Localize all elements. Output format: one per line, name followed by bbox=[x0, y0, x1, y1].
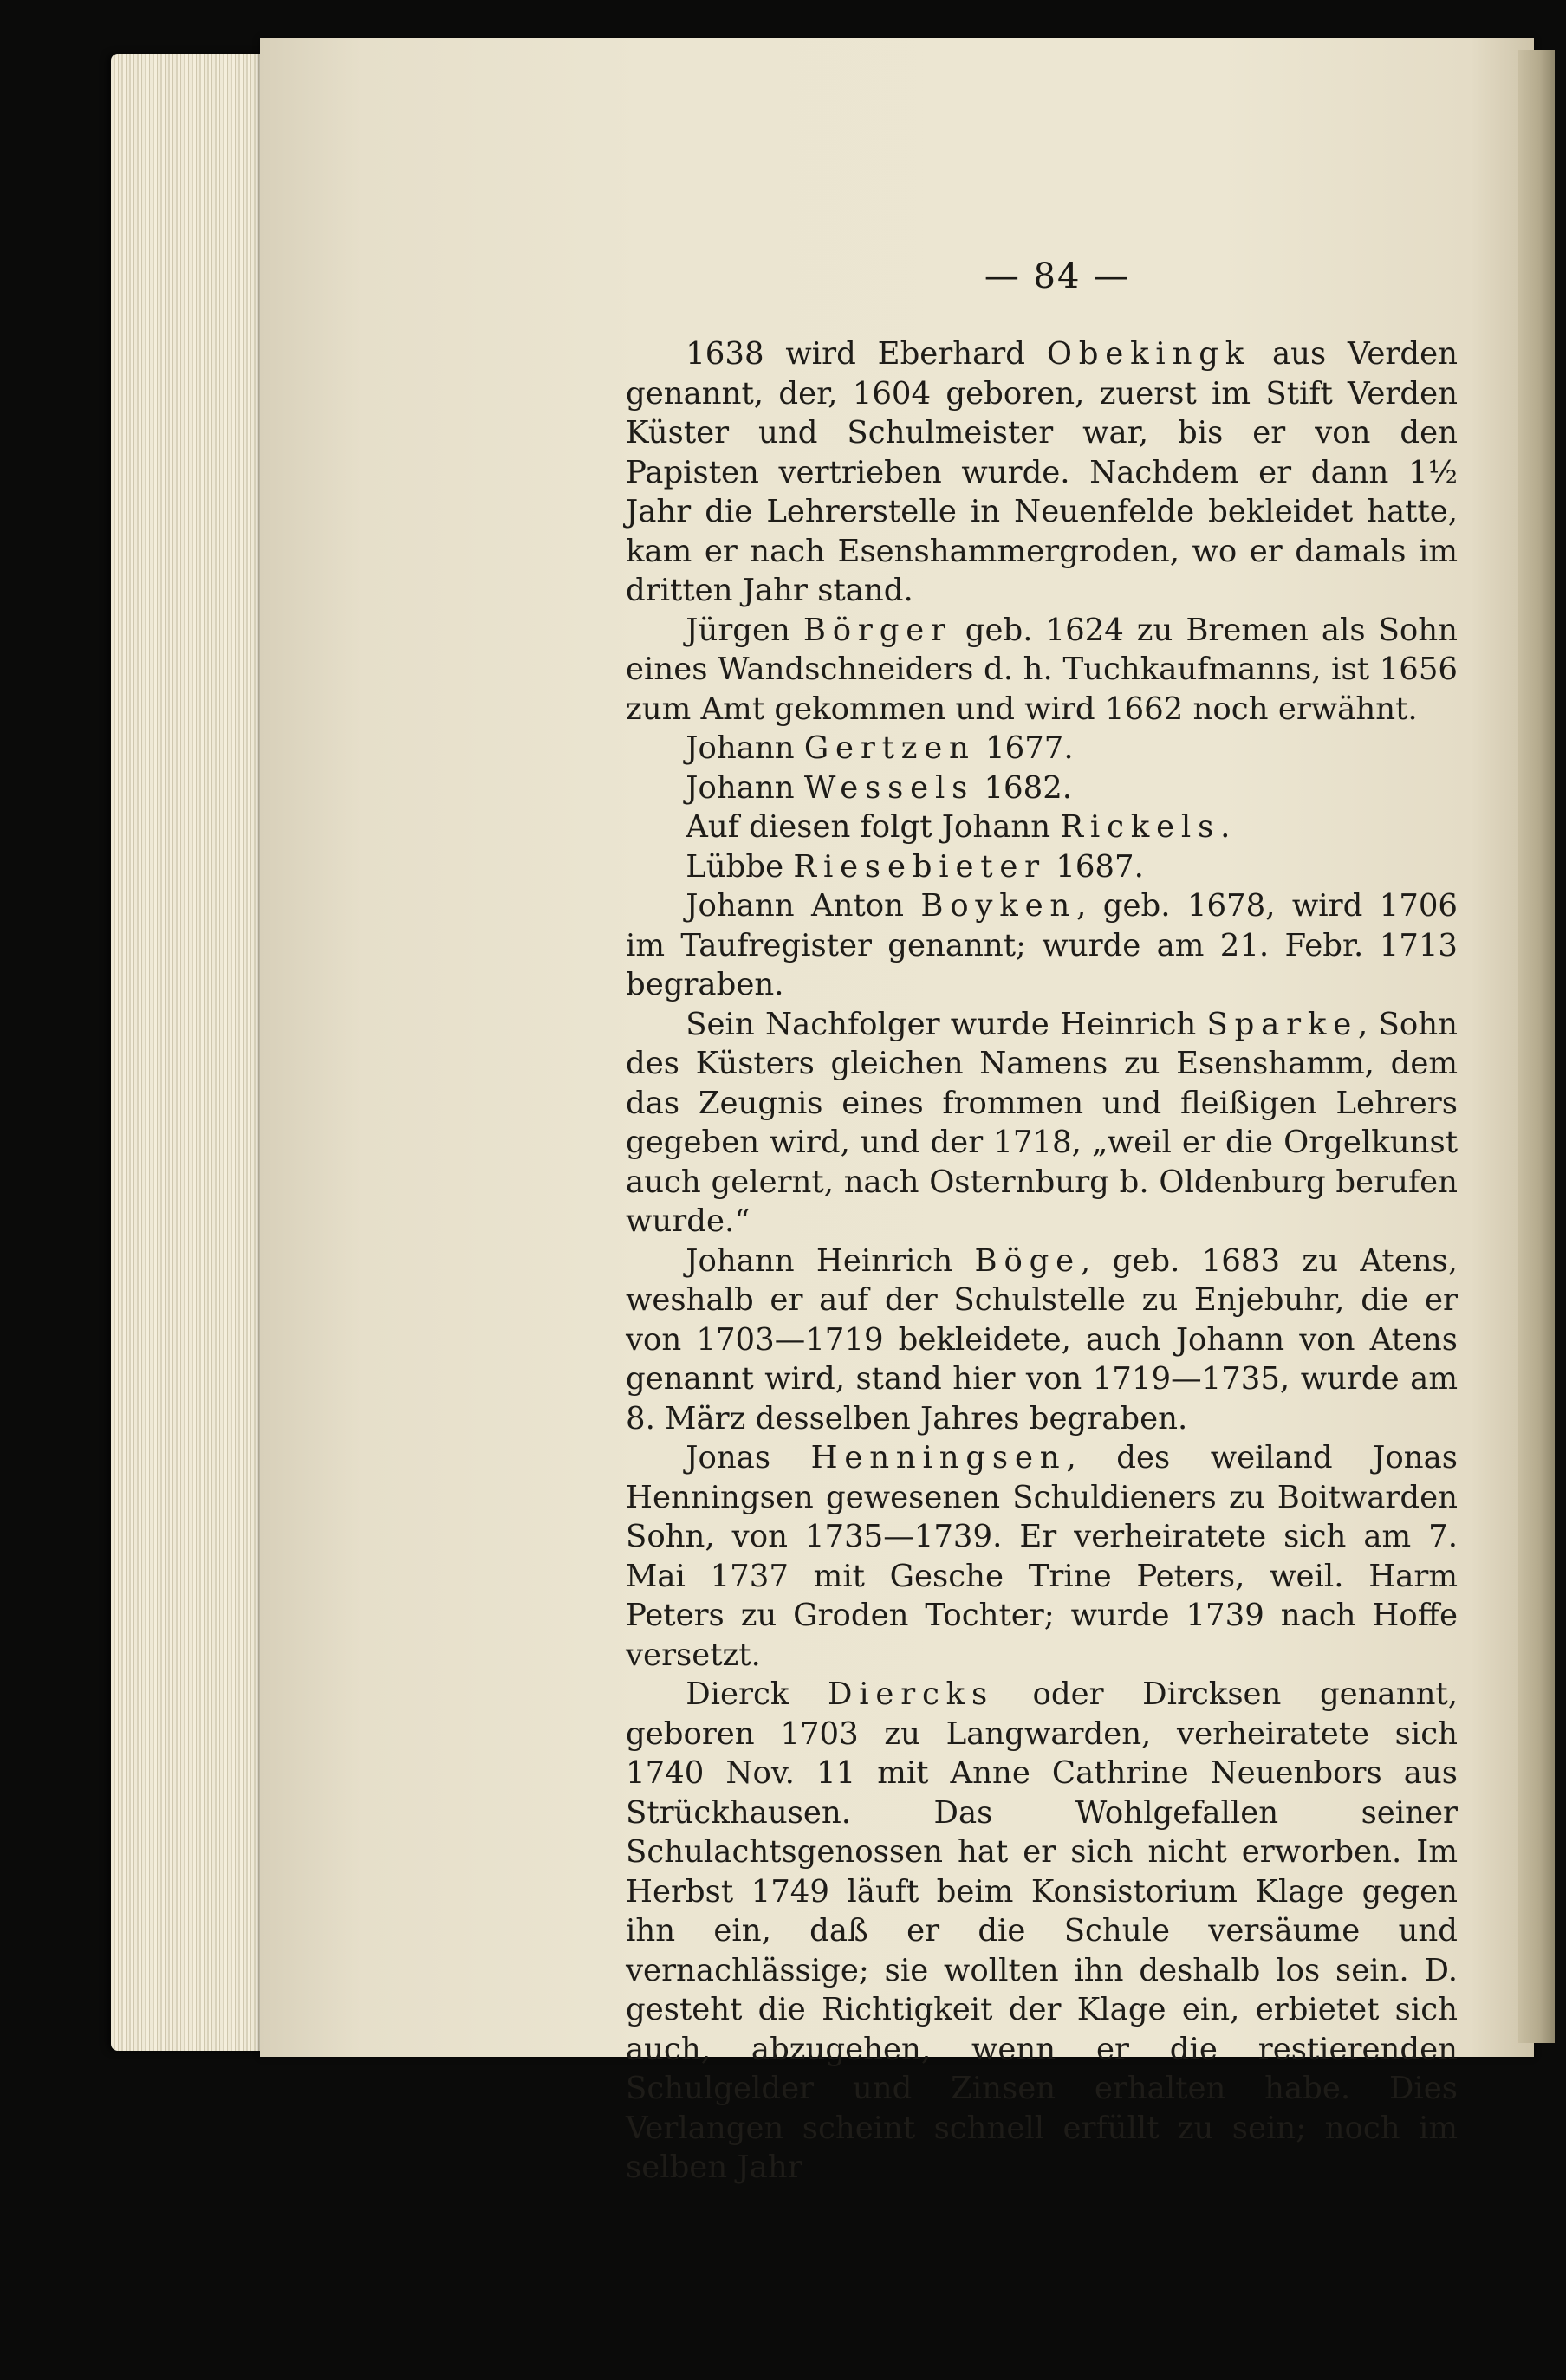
spaced-name: Obekingk bbox=[1046, 336, 1251, 372]
paragraph-gertzen: Johann Gertzen 1677. bbox=[686, 730, 1074, 766]
paragraph-obekingk: 1638 wird Eberhard Obekingk aus Verden genannt, der, 1604 geboren, zuerst im Stift Verden Küster und Schulmeister war, bis er von den Papisten vertrieben wurde. Nachdem er dann 1½ Jahr die Lehrerstelle in Neuenfelde bekleidet hatte, kam er nach Esenshammergroden, wo er damals im dritten Jahr stand. bbox=[626, 336, 1458, 608]
spaced-name: Boyken bbox=[920, 888, 1077, 924]
page-number: — 84 — bbox=[984, 256, 1131, 296]
page-edges bbox=[111, 54, 267, 2051]
spaced-name: Gertzen bbox=[803, 730, 976, 766]
paragraph-henningsen: Jonas Henningsen, des weiland Jonas Henningsen gewesenen Schuldieners zu Boitwarden Sohn, von 1735—1739. Er verheiratete sich am 7. Mai 1737 mit Gesche Trine Peters, weil. Harm Peters zu Groden Tochter; wurde 1739 nach Hoffe versetzt. bbox=[626, 1440, 1458, 1673]
paragraph-sparke: Sein Nachfolger wurde Heinrich Sparke, Sohn des Küsters gleichen Namens zu Esenshamm, dem das Zeugnis eines frommen und fleißigen Lehrers gegeben wird, und der 1718, „weil er die Orgelkunst auch gelernt, nach Osternburg b. Oldenburg berufen wurde.“ bbox=[626, 1006, 1458, 1239]
spaced-name: Wessels bbox=[803, 769, 975, 806]
text-body bbox=[626, 334, 1458, 2188]
spaced-name: Henningsen bbox=[810, 1440, 1067, 1475]
paragraph-rickels: Auf diesen folgt Johann Rickels. bbox=[686, 809, 1231, 845]
paragraph-boerger: Jürgen Börger geb. 1624 zu Bremen als Sohn eines Wandschneiders d. h. Tuchkaufmanns, ist 1656 zum Amt gekommen und wird 1662 noch erwähnt. bbox=[626, 612, 1458, 727]
spaced-name: Riesebieter bbox=[793, 848, 1046, 885]
spaced-name: Diercks bbox=[827, 1676, 995, 1712]
book-gutter bbox=[1518, 50, 1555, 2043]
paragraph-wessels: Johann Wessels 1682. bbox=[686, 769, 1073, 806]
spaced-name: Rickels bbox=[1060, 809, 1221, 845]
spaced-name: Börger bbox=[802, 612, 952, 648]
paragraph-diercks: Dierck Diercks oder Dircksen genannt, geboren 1703 zu Langwarden, verheiratete sich 1740 Nov. 11 mit Anne Cathrine Neuenbors aus Strückhausen. Das Wohlgefallen seiner Schulachtsgenossen hat er sich nicht erworben. Im Herbst 1749 läuft beim Konsistorium Klage gegen ihn ein, daß er die Schule versäume und vernachlässige; sie wollten ihn deshalb los sein. D. gesteht die Richtigkeit der Klage ein, erbietet sich auch, abzugehen, wenn er die restierenden Schulgelder und Zinsen erhalten habe. Dies Verlangen scheint schnell erfüllt zu sein; noch im selben Jahr bbox=[626, 1676, 1458, 2185]
spaced-name: Sparke bbox=[1206, 1006, 1359, 1042]
spaced-name: Böge bbox=[974, 1242, 1081, 1279]
paragraph-boege: Johann Heinrich Böge, geb. 1683 zu Atens, weshalb er auf der Schulstelle zu Enjebuhr, die er von 1703—1719 bekleidete, auch Johann von Atens genannt wird, stand hier von 1719—1735, wurde am 8. März desselben Jahres begraben. bbox=[626, 1242, 1458, 1436]
paragraph-boyken: Johann Anton Boyken, geb. 1678, wird 1706 im Taufregister genannt; wurde am 21. Febr. 1713 begraben. bbox=[626, 888, 1459, 1002]
paragraph-riesebieter: Lübbe Riesebieter 1687. bbox=[686, 848, 1144, 885]
